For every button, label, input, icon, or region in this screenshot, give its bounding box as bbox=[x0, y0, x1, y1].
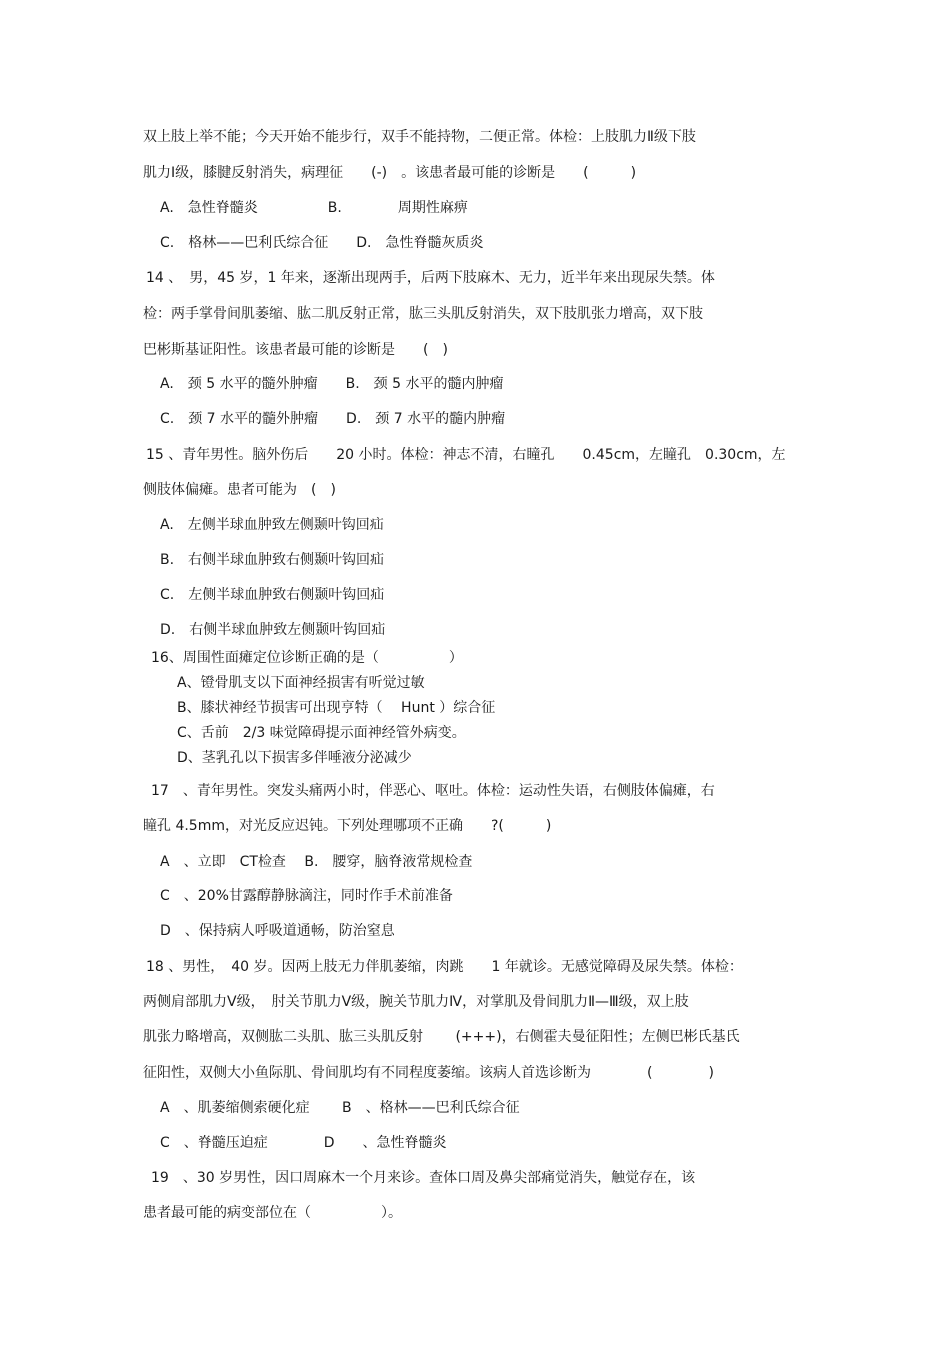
q18-line3: 肌张力略增高，双侧肱二头肌、肱三头肌反射 (+++)，右侧霍夫曼征阳性；左侧巴彬氏基氏 bbox=[143, 1029, 740, 1045]
q16-option-b: B、膝状神经节损害可出现亨特（ Hunt ）综合征 bbox=[177, 700, 496, 716]
q13-option-ab: A. 急性脊髓炎 B. 周期性麻痹 bbox=[160, 200, 468, 216]
q18-line1: 18 、男性， 40 岁。因两上肢无力伴肌萎缩，肉跳 1 年就诊。无感觉障碍及尿失禁。体检： bbox=[146, 959, 743, 975]
q17-option-c: C 、20%甘露醇静脉滴注，同时作手术前准备 bbox=[160, 888, 453, 904]
q14-line2: 检：两手掌骨间肌萎缩、肱二肌反射正常，肱三头肌反射消失，双下肢肌张力增高，双下肢 bbox=[143, 306, 703, 322]
q14-line3: 巴彬斯基证阳性。该患者最可能的诊断是 ( ) bbox=[143, 342, 448, 358]
q16-line1: 16、周围性面瘫定位诊断正确的是（ ） bbox=[151, 650, 463, 666]
q14-line1: 14 、 男，45 岁，1 年来，逐渐出现两手，后两下肢麻木、无力，近半年来出现尿失禁。体 bbox=[146, 270, 715, 286]
q17-option-ab: A 、立即 CT检查 B. 腰穿，脑脊液常规检查 bbox=[160, 854, 473, 870]
q18-option-cd: C 、脊髓压迫症 D 、急性脊髓炎 bbox=[160, 1135, 447, 1151]
q13-option-cd: C. 格林——巴利氏综合征 D. 急性脊髓灰质炎 bbox=[160, 235, 484, 251]
q13-line1: 双上肢上举不能；今天开始不能步行，双手不能持物，二便正常。体检：上肢肌力Ⅱ级下肢 bbox=[143, 129, 696, 145]
q16-option-a: A、镫骨肌支以下面神经损害有听觉过敏 bbox=[177, 675, 425, 691]
q17-option-d: D 、保持病人呼吸道通畅，防治窒息 bbox=[160, 923, 395, 939]
q15-line2: 侧肢体偏瘫。患者可能为 ( ) bbox=[143, 482, 336, 498]
q13-line2: 肌力Ⅰ级，膝腱反射消失，病理征 (-) 。该患者最可能的诊断是 ( ) bbox=[143, 165, 637, 181]
q18-line2: 两侧肩部肌力Ⅴ级， 肘关节肌力Ⅴ级，腕关节肌力Ⅳ，对掌肌及骨间肌力Ⅱ—Ⅲ级，双上肢 bbox=[143, 994, 689, 1010]
q18-line4: 征阳性，双侧大小鱼际肌、骨间肌均有不同程度萎缩。该病人首选诊断为 ( ) bbox=[143, 1065, 714, 1081]
q18-option-ab: A 、肌萎缩侧索硬化症 B 、格林——巴利氏综合征 bbox=[160, 1100, 520, 1116]
q15-option-b: B. 右侧半球血肿致右侧颞叶钩回疝 bbox=[160, 552, 385, 568]
q15-option-a: A. 左侧半球血肿致左侧颞叶钩回疝 bbox=[160, 517, 384, 533]
q14-option-ab: A. 颈 5 水平的髓外肿瘤 B. 颈 5 水平的髓内肿瘤 bbox=[160, 376, 504, 392]
q16-option-d: D、茎乳孔以下损害多伴唾液分泌减少 bbox=[177, 750, 412, 766]
q15-option-d: D. 右侧半球血肿致左侧颞叶钩回疝 bbox=[160, 622, 386, 638]
q15-option-c: C. 左侧半球血肿致右侧颞叶钩回疝 bbox=[160, 587, 385, 603]
q15-line1: 15 、青年男性。脑外伤后 20 小时。体检：神志不清，右瞳孔 0.45cm，左瞳孔 0.30cm，左 bbox=[146, 447, 786, 463]
q19-line2: 患者最可能的病变部位在（ ）。 bbox=[143, 1205, 402, 1221]
q19-line1: 19 、30 岁男性，因口周麻木一个月来诊。查体口周及鼻尖部痛觉消失，触觉存在，该 bbox=[151, 1170, 696, 1186]
q17-line1: 17 、青年男性。突发头痛两小时，伴恶心、呕吐。体检：运动性失语，右侧肢体偏瘫，右 bbox=[151, 783, 715, 799]
q14-option-cd: C. 颈 7 水平的髓外肿瘤 D. 颈 7 水平的髓内肿瘤 bbox=[160, 411, 506, 427]
q16-option-c: C、舌前 2/3 味觉障碍提示面神经管外病变。 bbox=[177, 725, 466, 741]
q17-line2: 瞳孔 4.5mm，对光反应迟钝。下列处理哪项不正确 ?( ) bbox=[143, 818, 552, 834]
